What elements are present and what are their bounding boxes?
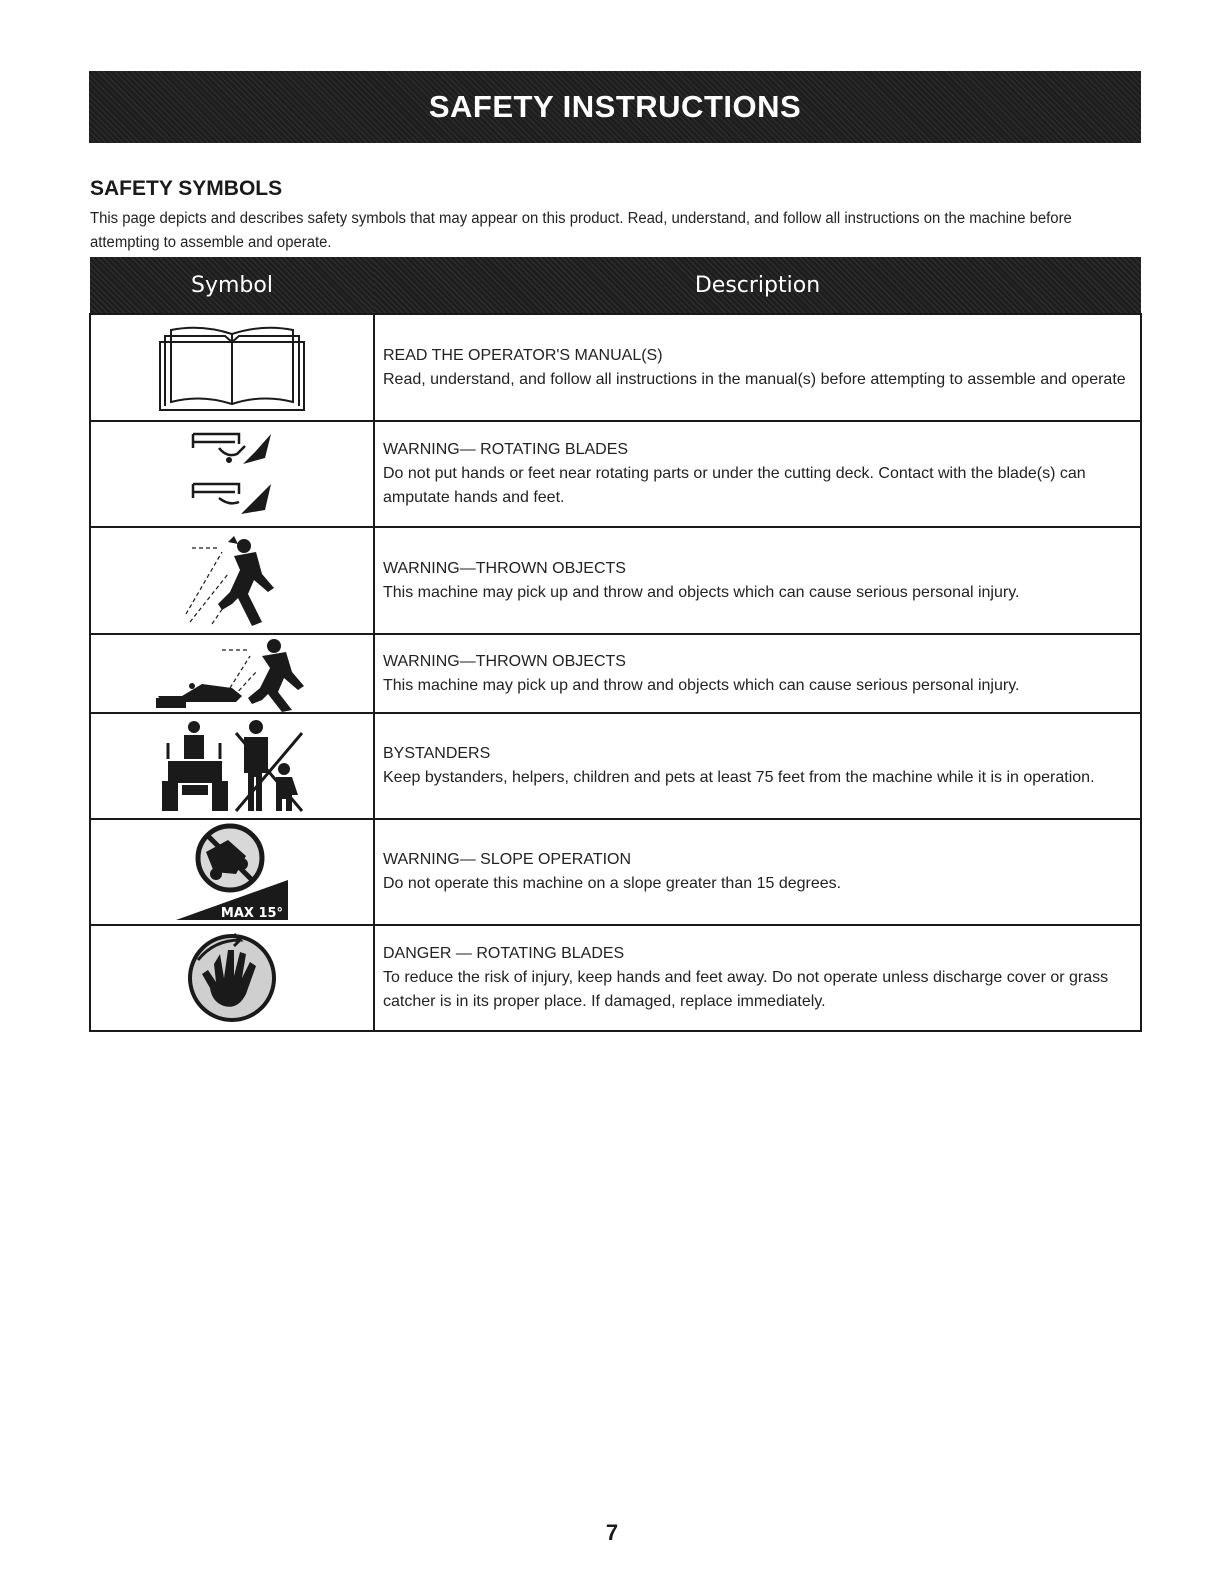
page-number: 7 [605, 1520, 619, 1545]
description-title: READ THE OPERATOR'S MANUAL(S) [383, 346, 663, 364]
description-cell [374, 713, 1141, 819]
operators-manual-icon [157, 322, 307, 414]
description-title: DANGER — ROTATING BLADES [383, 945, 625, 962]
slope-max-label: MAX 15° [220, 906, 284, 921]
thrown-objects-mower-icon [152, 636, 312, 712]
description-cell [374, 634, 1141, 713]
header-banner [89, 71, 1141, 143]
description-title: WARNING—THROWN OBJECTS [383, 652, 626, 670]
description-cell [374, 314, 1141, 421]
table-header-row [90, 257, 1141, 314]
table-row [90, 925, 1141, 1031]
bystanders-icon [158, 719, 306, 813]
table-row [90, 819, 1141, 925]
description-title: WARNING— ROTATING BLADES [383, 441, 629, 458]
symbol-cell [90, 634, 374, 713]
description-cell [374, 925, 1141, 1031]
description-text: Do not put hands or feet near rotating parts or under the cutting deck. Contact with the blade(s) can amputate hands and feet. [383, 465, 1086, 506]
table-row [90, 527, 1141, 634]
rotating-blades-hand-foot-icon [189, 428, 275, 520]
symbol-cell [90, 819, 374, 925]
symbol-column-header: Symbol [90, 257, 374, 314]
symbol-cell [90, 527, 374, 634]
description-text: This machine may pick up and throw and objects which can cause serious personal injury. [383, 676, 1020, 694]
table-row [90, 421, 1141, 527]
description-title: BYSTANDERS [383, 745, 491, 762]
section-intro: This page depicts and describes safety symbols that may appear on this product. Read, understand, and follow all instructions on the machine before attempting to assemble and operate. [90, 210, 1072, 251]
description-text: To reduce the risk of injury, keep hands and feet away. Do not operate unless discharge cover or grass catcher is in its proper place. If damaged, replace immediately. [383, 969, 1109, 1010]
symbol-cell [90, 314, 374, 421]
description-text: This machine may pick up and throw and objects which can cause serious personal injury. [383, 583, 1020, 601]
table-row [90, 314, 1141, 421]
description-title: WARNING—THROWN OBJECTS [383, 559, 626, 577]
description-cell [374, 527, 1141, 634]
thrown-objects-icon [182, 534, 282, 628]
description-column-header: Description [374, 257, 1141, 314]
description-title: WARNING— SLOPE OPERATION [383, 851, 632, 868]
section-title: SAFETY SYMBOLS [90, 177, 283, 200]
symbol-cell [90, 713, 374, 819]
symbol-cell [90, 421, 374, 527]
description-text: Read, understand, and follow all instructions in the manual(s) before attempting to assemble and operate [383, 370, 1126, 388]
description-text: Do not operate this machine on a slope greater than 15 degrees. [383, 875, 842, 892]
description-cell [374, 819, 1141, 925]
page-title: SAFETY INSTRUCTIONS [428, 89, 802, 124]
description-text: Keep bystanders, helpers, children and pets at least 75 feet from the machine while it is in operation. [383, 769, 1095, 786]
table-row [90, 713, 1141, 819]
symbol-cell [90, 925, 374, 1031]
table-row [90, 634, 1141, 713]
description-cell [374, 421, 1141, 527]
no-hands-icon [184, 930, 280, 1026]
slope-operation-icon [172, 822, 292, 922]
safety-symbols-table [89, 257, 1142, 1032]
